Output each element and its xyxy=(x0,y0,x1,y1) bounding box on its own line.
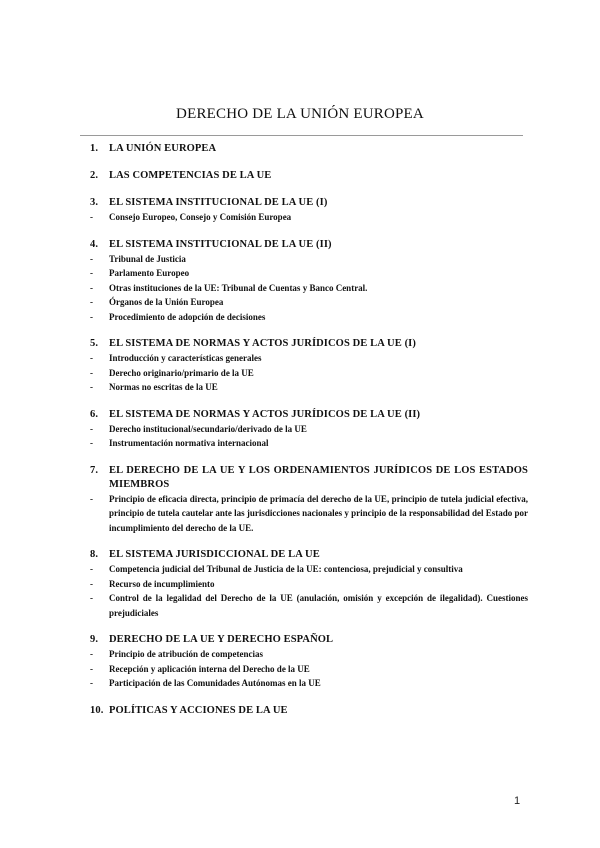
bullet-dash-icon: - xyxy=(90,564,93,574)
section-title: LA UNIÓN EUROPEA xyxy=(109,143,217,154)
list-item-text: Instrumentación normativa internacional xyxy=(109,438,269,448)
list-item-text: Recurso de incumplimiento xyxy=(109,578,215,589)
section-heading xyxy=(90,408,528,422)
list-item-text: Otras instituciones de la UE: Tribunal de Cuentas y Banco Central. xyxy=(109,282,368,293)
list-item xyxy=(90,351,528,366)
list-item xyxy=(90,662,528,677)
bullet-dash-icon: - xyxy=(90,382,93,392)
syllabus-content xyxy=(90,142,528,731)
list-item xyxy=(90,562,528,577)
section-title: EL SISTEMA INSTITUCIONAL DE LA UE (I) xyxy=(109,197,328,208)
section-heading xyxy=(90,337,528,351)
syllabus-section xyxy=(90,704,528,718)
list-item xyxy=(90,252,528,267)
section-heading xyxy=(90,464,528,492)
section-title: EL SISTEMA DE NORMAS Y ACTOS JURÍDICOS DE LA UE (II) xyxy=(109,408,421,420)
list-item-text: Control de la legalidad del Derecho de la UE (anulación, omisión y excepción de ilegalidad). Cuestiones prejudiciales xyxy=(109,593,528,618)
bullet-dash-icon: - xyxy=(90,649,93,659)
list-item xyxy=(90,492,528,536)
section-item-list xyxy=(90,422,528,451)
list-item-text: Introducción y características generales xyxy=(109,353,262,363)
section-number: 10. xyxy=(90,704,104,716)
section-item-list xyxy=(90,351,528,395)
list-item-text: Recepción y aplicación interna del Derecho de la UE xyxy=(109,663,310,674)
section-heading xyxy=(90,548,528,562)
section-number: 3. xyxy=(90,197,99,208)
bullet-dash-icon: - xyxy=(90,593,93,603)
list-item xyxy=(90,676,528,691)
list-item xyxy=(90,436,528,451)
bullet-dash-icon: - xyxy=(90,297,93,307)
section-title: LAS COMPETENCIAS DE LA UE xyxy=(109,170,272,181)
syllabus-section xyxy=(90,337,528,395)
section-number: 6. xyxy=(90,408,99,420)
list-item xyxy=(90,310,528,325)
list-item-text: Parlamento Europeo xyxy=(109,268,190,278)
bullet-dash-icon: - xyxy=(90,212,93,222)
syllabus-section xyxy=(90,633,528,691)
list-item xyxy=(90,577,528,592)
list-item-text: Tribunal de Justicia xyxy=(109,253,186,264)
bullet-dash-icon: - xyxy=(90,438,93,448)
bullet-dash-icon: - xyxy=(90,367,93,378)
bullet-dash-icon: - xyxy=(90,311,93,322)
section-title: EL SISTEMA INSTITUCIONAL DE LA UE (II) xyxy=(109,238,332,250)
syllabus-section xyxy=(90,408,528,451)
bullet-dash-icon: - xyxy=(90,663,93,674)
section-title: POLÍTICAS Y ACCIONES DE LA UE xyxy=(109,704,288,716)
list-item xyxy=(90,647,528,662)
section-heading xyxy=(90,238,528,252)
section-heading xyxy=(90,196,528,210)
section-item-list xyxy=(90,210,528,225)
section-heading xyxy=(90,142,528,156)
list-item-text: Órganos de la Unión Europea xyxy=(109,297,224,307)
syllabus-section xyxy=(90,464,528,536)
syllabus-section xyxy=(90,169,528,183)
document-title: DERECHO DE LA UNIÓN EUROPEA xyxy=(176,106,424,122)
section-number: 4. xyxy=(90,238,99,250)
list-item-text: Principio de eficacia directa, principio de primacía del derecho de la UE, principio de tutela judicial efectiva, principio de tutela cautelar ante las jurisdicciones nacionales y principio de la responsabilidad del Estado por incumplimiento del derecho de la UE. xyxy=(109,493,528,533)
bullet-dash-icon: - xyxy=(90,282,93,293)
syllabus-section xyxy=(90,196,528,225)
section-item-list xyxy=(90,562,528,620)
section-item-list xyxy=(90,647,528,691)
bullet-dash-icon: - xyxy=(90,423,93,434)
section-title: DERECHO DE LA UE Y DERECHO ESPAÑOL xyxy=(109,634,334,645)
syllabus-section xyxy=(90,142,528,156)
title-divider xyxy=(80,135,523,136)
section-item-list xyxy=(90,252,528,325)
section-heading xyxy=(90,704,528,718)
bullet-dash-icon: - xyxy=(90,578,93,589)
list-item-text: Consejo Europeo, Consejo y Comisión Europea xyxy=(109,212,292,222)
list-item xyxy=(90,380,528,395)
section-number: 1. xyxy=(90,143,99,154)
list-item xyxy=(90,422,528,437)
list-item xyxy=(90,266,528,281)
bullet-dash-icon: - xyxy=(90,493,93,504)
bullet-dash-icon: - xyxy=(90,353,93,363)
page-number: 1 xyxy=(514,795,521,807)
bullet-dash-icon: - xyxy=(90,253,93,264)
list-item xyxy=(90,295,528,310)
list-item-text: Procedimiento de adopción de decisiones xyxy=(109,311,266,322)
section-number: 8. xyxy=(90,549,99,560)
section-number: 9. xyxy=(90,634,99,645)
list-item xyxy=(90,366,528,381)
section-number: 2. xyxy=(90,170,99,181)
bullet-dash-icon: - xyxy=(90,268,93,278)
syllabus-section xyxy=(90,548,528,620)
list-item-text: Normas no escritas de la UE xyxy=(109,382,218,392)
section-heading xyxy=(90,633,528,647)
list-item-text: Participación de las Comunidades Autónomas en la UE xyxy=(109,678,321,688)
section-title: EL SISTEMA DE NORMAS Y ACTOS JURÍDICOS DE LA UE (I) xyxy=(109,338,416,349)
bullet-dash-icon: - xyxy=(90,678,93,688)
syllabus-section xyxy=(90,238,528,325)
list-item xyxy=(90,281,528,296)
section-number: 7. xyxy=(90,464,99,476)
list-item xyxy=(90,210,528,225)
list-item xyxy=(90,591,528,620)
list-item-text: Principio de atribución de competencias xyxy=(109,649,263,659)
section-title: EL SISTEMA JURISDICCIONAL DE LA UE xyxy=(109,549,320,560)
section-item-list xyxy=(90,492,528,536)
section-title: EL DERECHO DE LA UE Y LOS ORDENAMIENTOS JURÍDICOS DE LOS ESTADOS MIEMBROS xyxy=(109,464,528,490)
section-heading xyxy=(90,169,528,183)
list-item-text: Competencia judicial del Tribunal de Justicia de la UE: contenciosa, prejudicial y consultiva xyxy=(109,564,463,574)
section-number: 5. xyxy=(90,338,99,349)
list-item-text: Derecho institucional/secundario/derivado de la UE xyxy=(109,423,307,434)
list-item-text: Derecho originario/primario de la UE xyxy=(109,367,254,378)
